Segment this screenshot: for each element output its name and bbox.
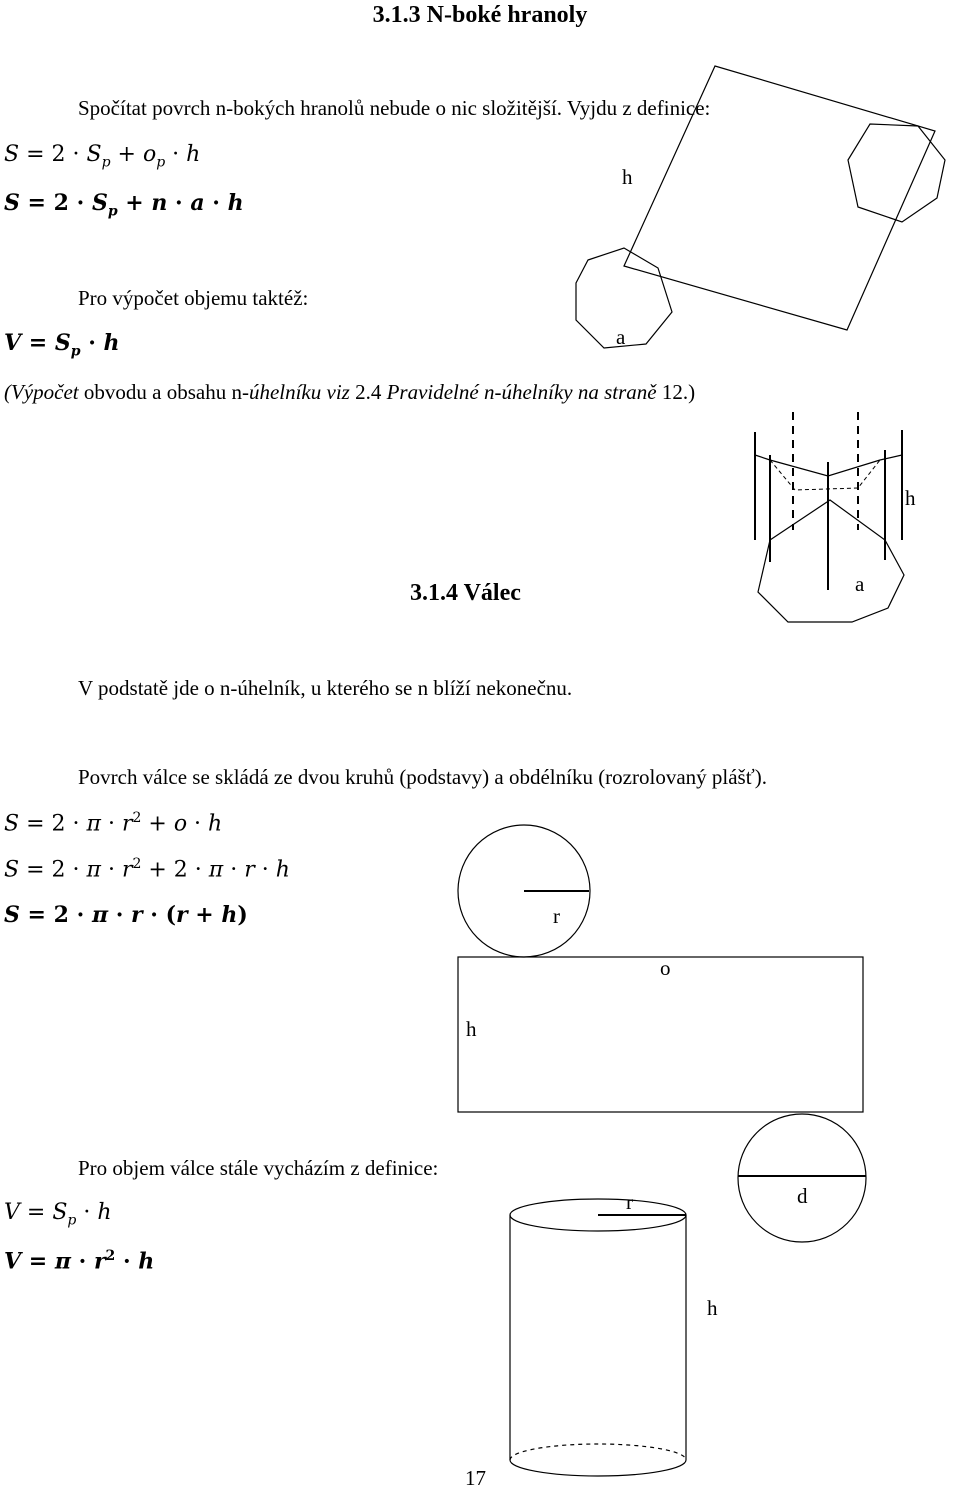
prism-surface-formula: $S = 2 \cdot S_p + o_p \cdot h$ [4,142,201,171]
prism-solid [755,412,904,622]
page-number: 17 [465,1466,486,1490]
note-italic-2: úhelníku viz [248,380,350,404]
prism-net-lateral-rectangle [624,66,935,330]
prism-volume-formula: $V = S_p \cdot h$ [4,330,120,360]
cylinder-net-lateral-rectangle [458,957,863,1112]
prism-volume-intro: Pro výpočet objemu taktéž: [78,286,309,310]
cylinder-solid-label-h: h [707,1296,718,1320]
note-plain-3: 12.) [656,380,696,404]
cylinder-intro-text: V podstatě jde o n-úhelník, u kterého se n blíží nekonečnu. [78,676,573,700]
note-plain-2: 2.4 [349,380,387,404]
diameter-circle [738,1114,866,1242]
circle-label-d: d [797,1184,808,1208]
cylinder-surface-intro: Povrch válce se skládá ze dvou kruhů (podstavy) a obdélníku (rozrolovaný plášť). [78,765,767,789]
prism-net-bottom-heptagon [576,248,672,348]
cylinder-surface-formula-3: S = 2 · π · r · (r + h) [4,902,248,928]
cylinder-solid [510,1199,686,1476]
cylinder-solid-bottom-back [510,1444,686,1460]
prism-solid-bottom-base [758,500,904,622]
note-italic-1: Výpočet [11,380,79,404]
cylinder-net-label-r: r [553,904,560,928]
cylinder-net-label-o: o [660,956,671,980]
section-heading-prisms: 3.1.3 N-boké hranoly [372,2,588,28]
cylinder-volume-intro: Pro objem válce stále vycházím z definice: [78,1156,439,1180]
prism-net-top-heptagon [848,124,945,222]
prism-solid-label-a: a [855,572,865,596]
cylinder-volume-formula-2: $V = \pi \cdot r^2 \cdot h$ [4,1248,155,1275]
cylinder-surface-formula-1: $S = 2 \cdot \pi \cdot r^2 + o \cdot h$ [4,810,223,837]
prism-intro-text: Spočítat povrch n-bokých hranolů nebude o nic složitější. Vyjdu z definice: [78,96,711,120]
note-open: ( [4,380,11,404]
prism-net-label-a: a [616,325,626,349]
note-plain-1: obvodu a obsahu n- [78,380,249,404]
cylinder-solid-bottom-front [510,1460,686,1476]
cylinder-solid-label-r: r [626,1190,633,1214]
cylinder-surface-formula-2: $S = 2 \cdot \pi \cdot r^2 + 2 \cdot \pi \cdot r \cdot h$ [4,856,290,883]
prism-surface-formula-expanded: $S = 2 \cdot S_p + n \cdot a \cdot h$ [4,190,244,220]
section-heading-cylinder: 3.1.4 Válec [410,580,521,606]
cylinder-volume-formula-1: $V = S_p \cdot h$ [4,1200,112,1229]
prism-net-label-h: h [622,165,633,189]
prism-solid-label-h: h [905,486,916,510]
cylinder-net-label-h: h [466,1017,477,1041]
note-italic-3: Pravidelné n-úhelníky na straně [386,380,657,404]
